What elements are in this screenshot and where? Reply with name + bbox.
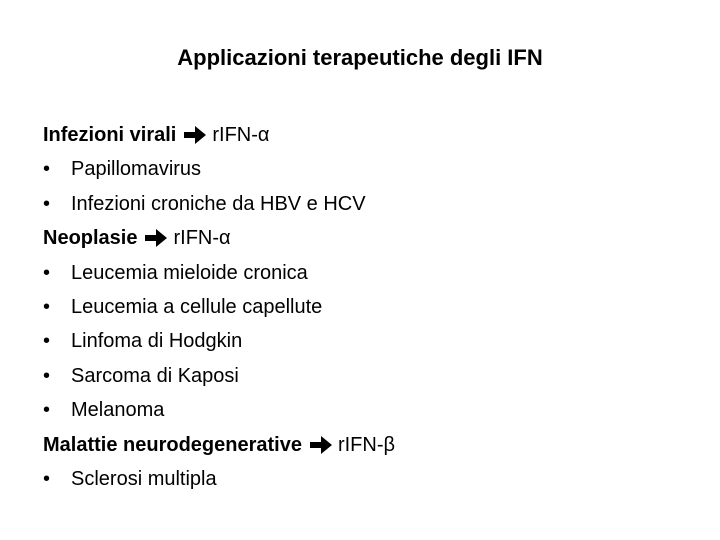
list-item [43, 256, 703, 290]
bullet-icon: • [43, 158, 51, 181]
slide-title: Applicazioni terapeutiche degli IFN [177, 45, 543, 70]
right-arrow-icon [184, 126, 206, 144]
list-item-text: Linfoma di Hodgkin [71, 330, 243, 353]
list-item-text: Leucemia a cellule capellute [71, 295, 323, 318]
list-item-text: Melanoma [71, 399, 165, 422]
list-item [43, 152, 703, 186]
bullet-icon: • [43, 364, 51, 387]
slide-content [43, 118, 703, 496]
bullet-icon: • [43, 295, 51, 318]
right-arrow-icon [310, 436, 332, 454]
list-item [43, 462, 703, 496]
right-arrow-icon [145, 229, 167, 247]
list-item [43, 393, 703, 427]
bullet-icon: • [43, 330, 51, 353]
section-heading-malattie-neurodegenerative [43, 428, 703, 462]
list-item [43, 359, 703, 393]
section-heading-text: Infezioni virali [43, 124, 177, 146]
treatment-label: rIFN-β [337, 433, 396, 456]
list-item-text: Infezioni croniche da HBV e HCV [71, 192, 366, 215]
treatment-label: rIFN-α [173, 227, 231, 250]
section-heading-text: Neoplasie [43, 227, 138, 250]
section-heading-text: Malattie neurodegenerative [43, 433, 302, 456]
list-item [43, 324, 703, 358]
section-heading-neoplasie [43, 221, 703, 255]
bullet-icon: • [43, 399, 51, 422]
list-item-text: Sarcoma di Kaposi [71, 364, 239, 387]
bullet-icon: • [43, 261, 51, 284]
list-item-text: Leucemia mieloide cronica [71, 261, 308, 284]
list-item-text: Papillomavirus [71, 158, 202, 181]
treatment-label: rIFN-α [212, 124, 270, 146]
list-item-text: Sclerosi multipla [71, 467, 217, 490]
bullet-icon: • [43, 467, 51, 490]
list-item [43, 290, 703, 324]
bullet-icon: • [43, 192, 51, 215]
list-item [43, 187, 703, 221]
section-heading-infezioni-virali [43, 118, 703, 152]
